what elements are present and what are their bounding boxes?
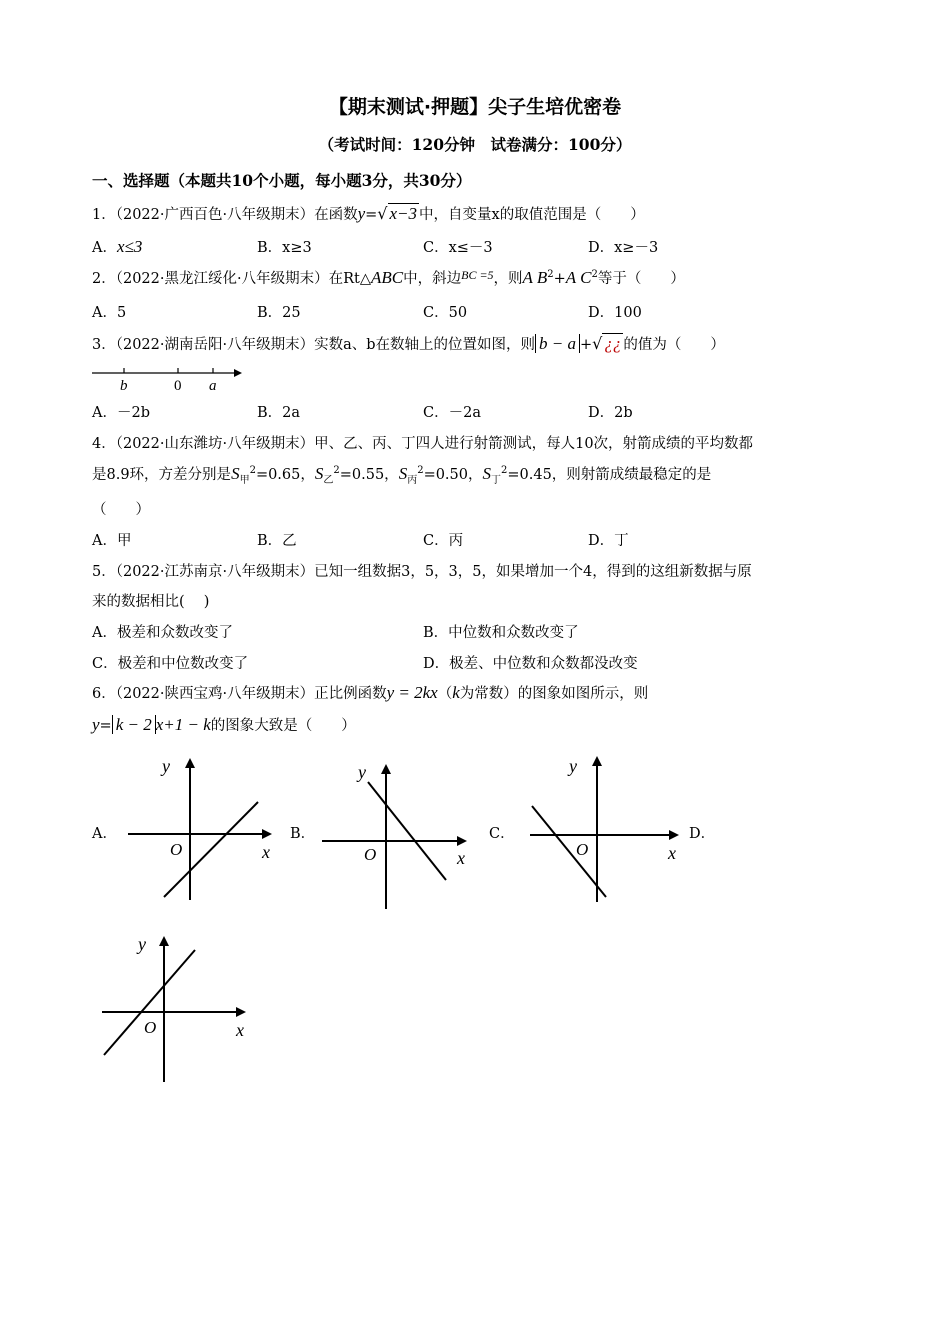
q2-option-c[interactable]: C．50 bbox=[423, 305, 468, 321]
axis-label-0: 0 bbox=[174, 378, 182, 394]
axis-x-label: x bbox=[457, 848, 465, 868]
q2-option-d[interactable]: D．100 bbox=[588, 305, 642, 321]
axis-y-label: y bbox=[162, 756, 170, 776]
section-heading: 一、选择题（本题共10个小题，每小题3分，共30分） bbox=[92, 171, 472, 190]
question-4-line2: 是8.9环，方差分别是$S_甲^2=0.65$，$S_乙^2=0.55$，$S_丙^2=0.50$，$S_丁^2=0.45$，则射箭成绩最稳定的是 bbox=[92, 464, 712, 486]
q3-abs: b − a bbox=[535, 334, 580, 353]
exam-info: （考试时间：120分钟 试卷满分：100分） bbox=[318, 135, 632, 154]
axis-label-a: a bbox=[209, 378, 217, 394]
page-title: 【期末测试·押题】尖子生培优密卷 bbox=[328, 96, 622, 118]
axis-x-label: x bbox=[236, 1020, 244, 1040]
q3-option-c[interactable]: C．－2a bbox=[423, 405, 481, 421]
q2-option-a[interactable]: A．5 bbox=[92, 305, 127, 321]
q6-graph-d[interactable] bbox=[98, 930, 258, 1085]
question-3: 3．（2022·湖南岳阳·八年级期末）实数a、b在数轴上的位置如图，则 b − a +√ ¿¿ 的值为（ ） bbox=[92, 334, 725, 353]
question-4-line1: 4．（2022·山东潍坊·八年级期末）甲、乙、丙、丁四人进行射箭测试，每人10次，射箭成绩的平均数都 bbox=[92, 436, 754, 452]
q6-graph-a[interactable] bbox=[122, 752, 282, 902]
q5-option-d[interactable]: D．极差、中位数和众数都没改变 bbox=[423, 656, 638, 672]
axis-x-label: x bbox=[262, 842, 270, 862]
q6-option-a-label[interactable]: A． bbox=[92, 826, 117, 842]
radical-icon: √ bbox=[377, 204, 388, 223]
triangle-icon: △ bbox=[359, 271, 371, 287]
q1-func-eq: = bbox=[365, 207, 378, 223]
q4-option-a[interactable]: A．甲 bbox=[92, 533, 132, 549]
q4-option-c[interactable]: C．丙 bbox=[423, 533, 464, 549]
q3-option-a[interactable]: A．－2b bbox=[92, 405, 150, 421]
q1-func-y: y bbox=[357, 204, 366, 223]
question-6-line2: y= k − 2 x+1 − k的图象大致是（ ） bbox=[92, 715, 356, 734]
q2-option-b[interactable]: B．25 bbox=[257, 305, 301, 321]
q4-option-d[interactable]: D．丁 bbox=[588, 533, 629, 549]
q3-option-d[interactable]: D．2b bbox=[588, 405, 633, 421]
axis-y-label: y bbox=[138, 934, 146, 954]
q1-option-d[interactable]: D．x≥－3 bbox=[588, 240, 659, 256]
number-line bbox=[90, 362, 250, 396]
origin-label: O bbox=[364, 845, 377, 864]
q4-option-b[interactable]: B．乙 bbox=[257, 533, 297, 549]
q5-option-b[interactable]: B．中位数和众数改变了 bbox=[423, 625, 579, 641]
q5-option-a[interactable]: A．极差和众数改变了 bbox=[92, 625, 233, 641]
q6-graph-c[interactable] bbox=[524, 752, 689, 904]
q3-option-b[interactable]: B．2a bbox=[257, 405, 301, 421]
q6-option-c-label[interactable]: C． bbox=[489, 826, 515, 842]
q6-option-d-label[interactable]: D． bbox=[689, 826, 716, 842]
q6-graph-b[interactable] bbox=[316, 752, 481, 912]
q6-option-b-label[interactable]: B． bbox=[290, 826, 316, 842]
question-4-line3: （ ） bbox=[92, 502, 150, 518]
radical-icon: √ bbox=[592, 334, 603, 353]
question-1 bbox=[92, 203, 645, 224]
q1-suffix: 中，自变量x的取值范围是（ ） bbox=[419, 207, 645, 223]
axis-y-label: y bbox=[569, 756, 577, 776]
axis-label-b: b bbox=[120, 378, 128, 394]
q1-prefix: 1．（2022·广西百色·八年级期末）在函数 bbox=[92, 207, 358, 223]
axis-x-label: x bbox=[668, 843, 676, 863]
q1-option-a[interactable]: A．x≤3 bbox=[92, 237, 143, 256]
question-5-line1: 5．（2022·江苏南京·八年级期末）已知一组数据3，5，3，5，如果增加一个4，得到的这组新数据与原 bbox=[92, 564, 752, 580]
question-6-line1: 6．（2022·陕西宝鸡·八年级期末）正比例函数y = 2kx（k为常数）的图象如图所示，则 bbox=[92, 683, 649, 702]
q5-option-c[interactable]: C．极差和中位数改变了 bbox=[92, 656, 249, 672]
question-5-line2: 来的数据相比( ) bbox=[92, 594, 210, 610]
origin-label: O bbox=[576, 840, 589, 859]
q1-radicand: x−3 bbox=[389, 204, 418, 223]
q1-option-c[interactable]: C．x≤－3 bbox=[423, 240, 493, 256]
axis-y-label: y bbox=[358, 762, 366, 782]
q1-option-b[interactable]: B．x≥3 bbox=[257, 240, 312, 256]
origin-label: O bbox=[144, 1018, 157, 1037]
origin-label: O bbox=[170, 840, 183, 859]
question-2: 2．（2022·黑龙江绥化·八年级期末）在Rt△ABC中，斜边$^{BC =5}$，则A $B^2+A$ $C^2$等于（ ） bbox=[92, 268, 685, 287]
